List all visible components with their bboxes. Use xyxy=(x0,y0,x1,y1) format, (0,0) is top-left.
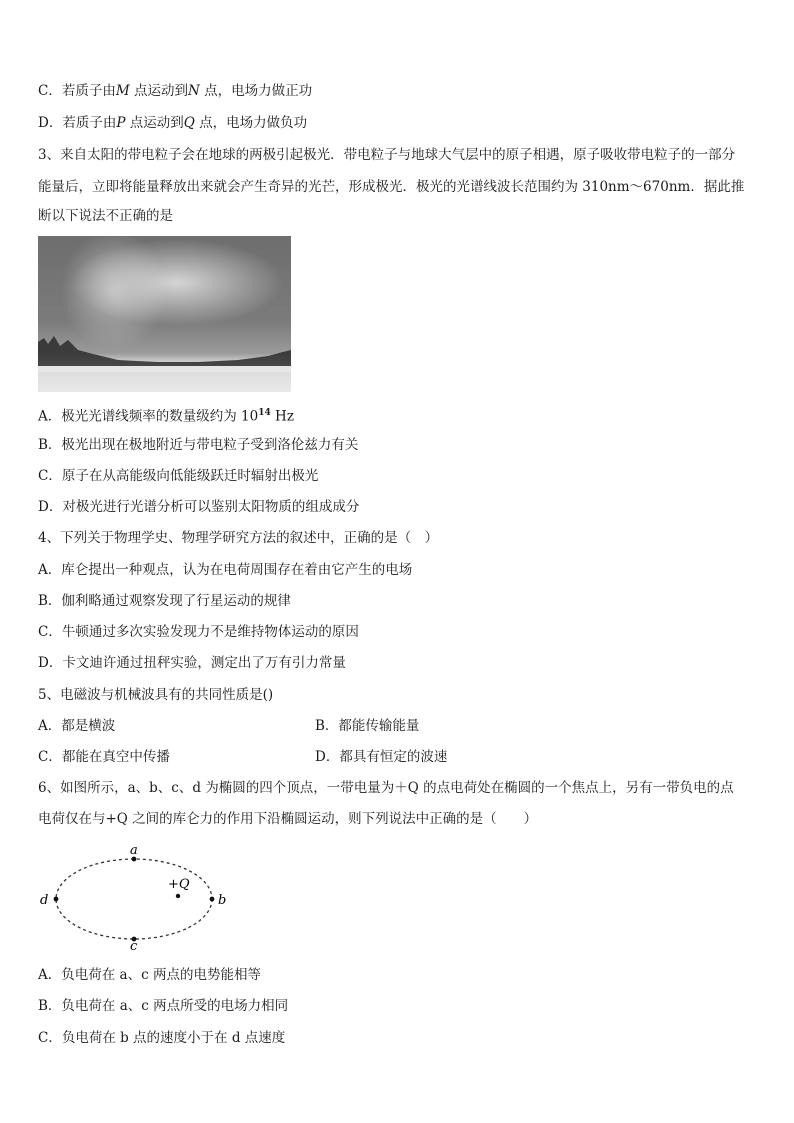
exponent: 14 xyxy=(258,408,271,418)
option-text: 点运动到 xyxy=(129,83,188,99)
ellipse-diagram xyxy=(30,840,240,950)
option-text: 点运动到 xyxy=(125,115,184,131)
option-text: D．若质子由 xyxy=(38,115,117,131)
option-text: C．若质子由 xyxy=(38,83,116,99)
option-text: 点，电场力做负功 xyxy=(194,115,308,131)
point-q xyxy=(176,894,180,898)
q5-option-d: D．都具有恒定的波速 xyxy=(315,749,448,765)
q5-option-a: A．都是横波 xyxy=(38,718,116,734)
q5-option-c: C．都能在真空中传播 xyxy=(38,749,170,765)
q3-option-a xyxy=(38,404,294,426)
q3-option-b: B．极光出现在极地附近与带电粒子受到洛伦兹力有关 xyxy=(38,437,359,453)
option-d-prev xyxy=(38,114,307,132)
label-b: b xyxy=(218,893,227,908)
q4-option-a: A．库仑提出一种观点，认为在电荷周围存在着由它产生的电场 xyxy=(38,562,413,578)
q6-stem-line2: 电荷仅在与+Q 之间的库仑力的作用下沿椭圆运动，则下列说法中正确的是（ ） xyxy=(38,811,538,827)
q4-option-b: B．伽利略通过观察发现了行星运动的规律 xyxy=(38,593,291,609)
q6-stem-line1: 6、如图所示，a、b、c、d 为椭圆的四个顶点，一带电量为＋Q 的点电荷处在椭圆的一个焦点上，另有一带负电的点 xyxy=(38,780,734,796)
var-q: Q xyxy=(183,115,195,131)
treeline-graphic xyxy=(38,332,291,372)
q5-stem: 5、电磁波与机械波具有的共同性质是() xyxy=(38,687,274,703)
option-text: 点，电场力做正功 xyxy=(199,83,313,99)
q4-option-c: C．牛顿通过多次实验发现力不是维持物体运动的原因 xyxy=(38,624,359,640)
ellipse-path xyxy=(56,859,212,939)
q4-option-d: D．卡文迪许通过扭秤实验，测定出了万有引力常量 xyxy=(38,655,346,671)
q3-stem-line3: 断以下说法不正确的是 xyxy=(38,208,173,224)
var-m: M xyxy=(115,83,130,99)
label-a: a xyxy=(130,843,138,858)
q6-option-c: C．负电荷在 b 点的速度小于在 d 点速度 xyxy=(38,1030,286,1046)
point-b xyxy=(210,897,215,902)
var-n: N xyxy=(187,83,200,99)
label-d: d xyxy=(40,893,49,908)
var-p: P xyxy=(116,115,126,131)
q5-option-b: B．都能传输能量 xyxy=(315,718,420,734)
option-text: Hz xyxy=(270,408,294,425)
option-c-prev xyxy=(38,82,312,100)
q3-stem-line2: 能量后，立即将能量释放出来就会产生奇异的光芒，形成极光．极光的光谱线波长范围约为 310nm～670nm．据此推 xyxy=(38,179,745,195)
aurora-photo xyxy=(38,236,291,392)
q3-stem-line1: 3、来自太阳的带电粒子会在地球的两极引起极光．带电粒子与地球大气层中的原子相遇，原子吸收带电粒子的一部分 xyxy=(38,147,736,163)
q3-option-d: D．对极光进行光谱分析可以鉴别太阳物质的组成成分 xyxy=(38,499,360,515)
q3-option-c: C．原子在从高能级向低能级跃迁时辐射出极光 xyxy=(38,468,319,484)
option-text: A．极光光谱线频率的数量级约为 10 xyxy=(38,408,259,425)
q4-stem: 4、下列关于物理学史、物理学研究方法的叙述中，正确的是（ ） xyxy=(38,530,439,546)
q6-option-b: B．负电荷在 a、c 两点所受的电场力相同 xyxy=(38,998,289,1014)
label-c: c xyxy=(130,939,138,950)
label-q: +Q xyxy=(168,877,190,892)
q6-option-a: A．负电荷在 a、c 两点的电势能相等 xyxy=(38,967,261,983)
point-d xyxy=(54,897,59,902)
